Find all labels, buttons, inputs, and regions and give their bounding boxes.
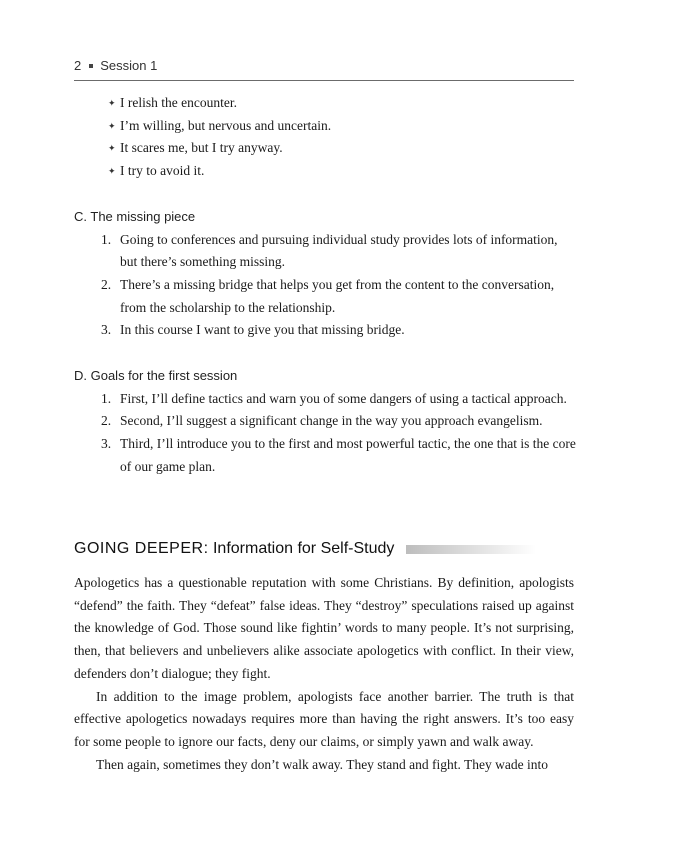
list-item: 2. Second, I’ll suggest a significant change in the way you approach evangelism.: [101, 413, 543, 429]
going-deeper-heading: [74, 538, 574, 560]
running-header: [74, 58, 574, 81]
list-item: ✦ It scares me, but I try anyway.: [108, 137, 576, 160]
list-item: 1. Going to conferences and pursuing individual study provides lots of information, but there’s something missing.: [101, 231, 558, 270]
bullet-icon: ✦: [108, 98, 116, 108]
paragraph: Then again, sometimes they don’t walk away. They stand and fight. They wade into: [96, 756, 549, 772]
list-item: 3. In this course I want to give you that missing bridge.: [101, 322, 405, 338]
paragraph: In addition to the image problem, apologists face another barrier. The truth is that effective apologetics nowadays requires more than having the right answers. It’s too easy for some people to ignore our facts, deny our claims, or simply yawn and walk away.: [74, 688, 574, 749]
running-head-section: Session 1: [100, 58, 158, 73]
list-item: 3. Third, I’ll introduce you to the first and most powerful tactic, the one that is the core of our game plan.: [101, 436, 576, 474]
response-bullet-list: [108, 92, 576, 183]
going-deeper-title: GOING DEEPER: Information for Self-Study: [74, 540, 395, 557]
outline-content: [74, 92, 576, 479]
section-d-list: [74, 388, 576, 479]
self-study-body: [74, 572, 574, 776]
list-item: 1. First, I’ll define tactics and warn you of some dangers of using a tactical approach.: [101, 390, 567, 406]
section-c-list: [74, 229, 576, 343]
list-item: ✦ I relish the encounter.: [108, 92, 576, 115]
section-heading-d: D. Goals for the first session: [74, 368, 238, 384]
paragraph: Apologetics has a questionable reputation with some Christians. By definition, apologists “defend” the faith. They “defeat” false ideas. They “destroy” speculations raised up against the knowledge of God. Those sound like fightin’ words to many people. It’s not surprising, then, that believers and unbelievers alike associate apologetics with conflict. In their view, defenders don’t dialogue; they fight.: [74, 575, 574, 681]
page-number: 2: [74, 58, 82, 73]
list-item: ✦ I try to avoid it.: [108, 160, 576, 183]
list-item: 2. There’s a missing bridge that helps you get from the content to the conversation, from the scholarship to the relationship.: [101, 276, 555, 315]
list-item: ✦ I’m willing, but nervous and uncertain.: [108, 115, 576, 138]
square-bullet-icon: [89, 64, 93, 68]
bullet-icon: ✦: [108, 166, 116, 177]
bullet-icon: ✦: [108, 120, 116, 131]
bullet-icon: ✦: [108, 143, 116, 154]
gradient-rule: [406, 545, 536, 554]
section-heading-c: C. The missing piece: [74, 208, 196, 224]
